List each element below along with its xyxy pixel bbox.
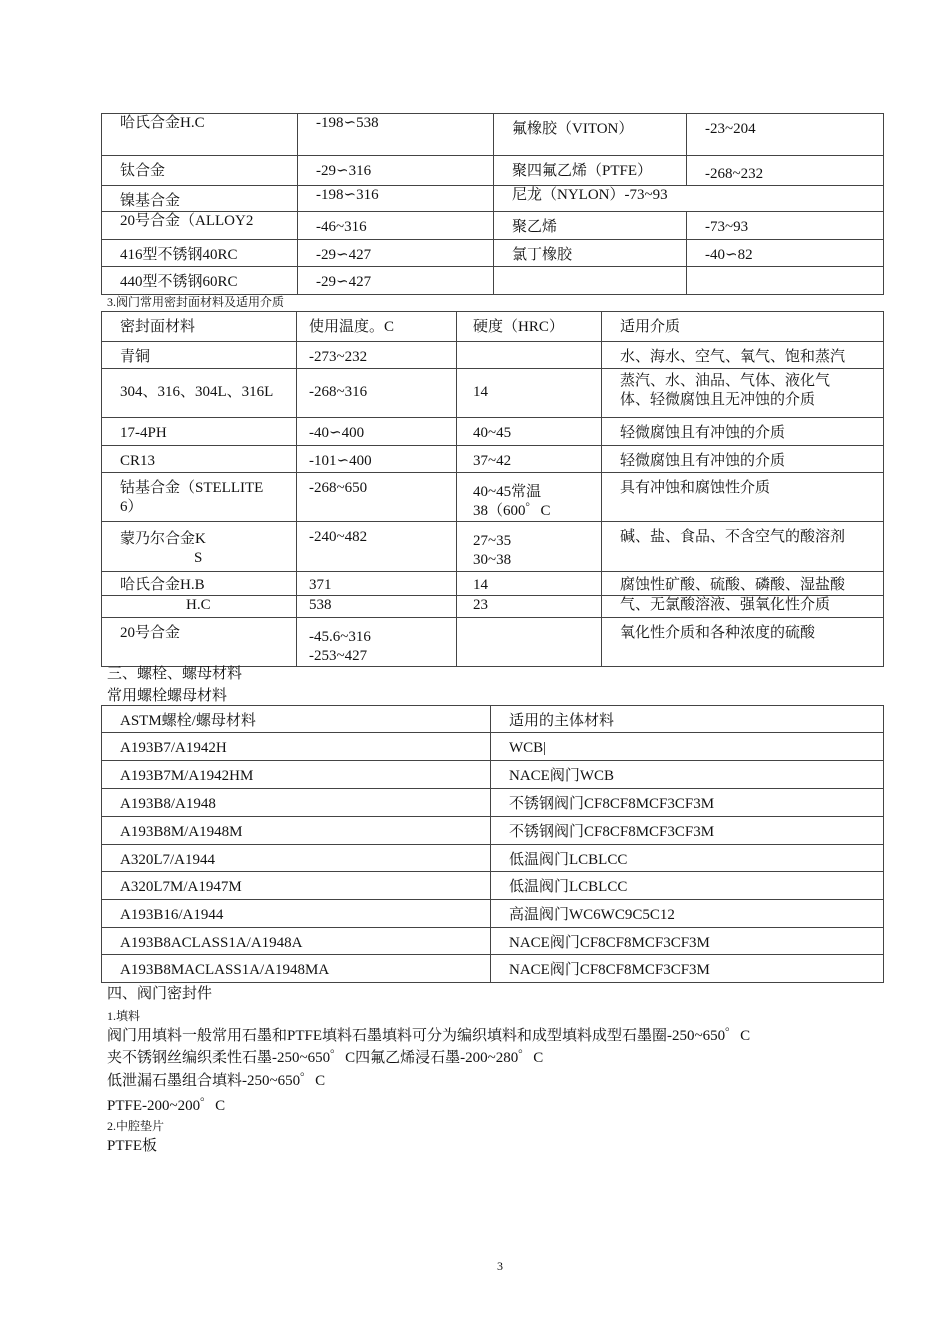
packing-line: 阀门用填料一般常用石墨和PTFE填料石墨填料可分为编织填料和成型填料成型石墨圈-250~650゜C bbox=[107, 1028, 751, 1044]
table-cell: 青铜 bbox=[102, 342, 297, 369]
table-cell: NACE阀门CF8CF8MCF3CF3M bbox=[491, 928, 884, 955]
table-row bbox=[102, 186, 884, 212]
table-cell: H.C bbox=[102, 596, 297, 618]
table-cell: 不锈钢阀门CF8CF8MCF3CF3M bbox=[491, 789, 884, 817]
table-row bbox=[102, 618, 884, 667]
table-row bbox=[102, 240, 884, 267]
column-header: 使用温度。C bbox=[297, 312, 457, 342]
temp-line-1: -45.6~316 bbox=[309, 629, 371, 645]
table-row bbox=[102, 342, 884, 369]
table-cell: A193B8ACLASS1A/A1948A bbox=[102, 928, 491, 955]
table-cell: 17-4PH bbox=[102, 418, 297, 446]
packing-line: 夹不锈钢丝编织柔性石墨-250~650゜C四氟乙烯浸石墨-200~280゜C bbox=[107, 1050, 544, 1066]
table-row bbox=[102, 845, 884, 872]
table-cell: A193B8/A1948 bbox=[102, 789, 491, 817]
material-line-2: 6） bbox=[120, 499, 143, 515]
table-cell bbox=[102, 473, 297, 522]
table-cell: -268~650 bbox=[297, 473, 457, 522]
hardness-line-1: 40~45常温 bbox=[473, 484, 542, 500]
table-cell: A193B7/A1942H bbox=[102, 733, 491, 761]
table-cell bbox=[457, 342, 602, 369]
bolt-nut-table bbox=[101, 705, 884, 983]
table-cell: 高温阀门WC6WC9C5C12 bbox=[491, 900, 884, 928]
table-cell: CR13 bbox=[102, 446, 297, 473]
table-cell: -198∽538 bbox=[298, 114, 494, 156]
table-cell: 腐蚀性矿酸、硫酸、磷酸、湿盐酸 bbox=[602, 572, 884, 596]
table-row bbox=[102, 761, 884, 789]
column-header: 适用的主体材料 bbox=[491, 706, 884, 733]
table-cell: 具有冲蚀和腐蚀性介质 bbox=[602, 473, 884, 522]
alloy-temperature-table bbox=[101, 113, 884, 295]
table-row bbox=[102, 369, 884, 418]
table-cell: -29∽427 bbox=[298, 267, 494, 295]
bolts-subtitle: 常用螺栓螺母材料 bbox=[107, 688, 228, 704]
table-cell bbox=[457, 473, 602, 522]
table-cell: 氧化性介质和各种浓度的硫酸 bbox=[602, 618, 884, 667]
table-row bbox=[102, 789, 884, 817]
table-cell: 低温阀门LCBLCC bbox=[491, 845, 884, 872]
section-seals-heading: 四、阀门密封件 bbox=[107, 986, 213, 1002]
column-header: 密封面材料 bbox=[102, 312, 297, 342]
gasket-line: PTFE板 bbox=[107, 1138, 158, 1154]
table-cell: 不锈钢阀门CF8CF8MCF3CF3M bbox=[491, 817, 884, 845]
table-row bbox=[102, 572, 884, 596]
table-cell bbox=[687, 267, 884, 295]
table-cell: 440型不锈钢60RC bbox=[102, 267, 298, 295]
gasket-title: 2.中腔垫片 bbox=[107, 1119, 165, 1133]
table-cell: 氟橡胶（VITON） bbox=[494, 114, 687, 156]
table-cell: A193B16/A1944 bbox=[102, 900, 491, 928]
table-cell: A320L7M/A1947M bbox=[102, 872, 491, 900]
table-header-row bbox=[102, 312, 884, 342]
table-cell: 轻微腐蚀且有冲蚀的介质 bbox=[602, 418, 884, 446]
table-row bbox=[102, 872, 884, 900]
table-cell: 416型不锈钢40RC bbox=[102, 240, 298, 267]
table-row bbox=[102, 446, 884, 473]
media-line-2: 体、轻微腐蚀且无冲蚀的介质 bbox=[620, 392, 816, 408]
table-cell: -268~316 bbox=[297, 369, 457, 418]
table-cell: 371 bbox=[297, 572, 457, 596]
hardness-line-2: 38（600゜C bbox=[473, 503, 551, 519]
table-cell: 23 bbox=[457, 596, 602, 618]
table-row bbox=[102, 733, 884, 761]
table-cell: -268~232 bbox=[687, 156, 884, 186]
table-cell: -29∽427 bbox=[298, 240, 494, 267]
table-row bbox=[102, 212, 884, 240]
table-cell: 聚四氟乙烯（PTFE） bbox=[494, 156, 687, 186]
table-row bbox=[102, 928, 884, 955]
table-cell: A193B8M/A1948M bbox=[102, 817, 491, 845]
table-cell bbox=[602, 369, 884, 418]
material-line-2: S bbox=[194, 550, 203, 566]
table-cell: 20号合金（ALLOY2 bbox=[102, 212, 298, 240]
column-header: ASTM螺栓/螺母材料 bbox=[102, 706, 491, 733]
table-cell: A193B7M/A1942HM bbox=[102, 761, 491, 789]
table-cell: 聚乙烯 bbox=[494, 212, 687, 240]
temp-line-2: -253~427 bbox=[309, 648, 368, 664]
table-cell: -198∽316 bbox=[298, 186, 494, 212]
table-cell bbox=[494, 267, 687, 295]
table-cell: A320L7/A1944 bbox=[102, 845, 491, 872]
table-cell bbox=[297, 618, 457, 667]
table-row bbox=[102, 596, 884, 618]
table-cell: WCB| bbox=[491, 733, 884, 761]
table-cell bbox=[457, 522, 602, 572]
table-cell: -273~232 bbox=[297, 342, 457, 369]
material-line-1: 钴基合金（STELLITE bbox=[120, 480, 264, 496]
table-cell: -46~316 bbox=[298, 212, 494, 240]
table-cell: NACE阀门WCB bbox=[491, 761, 884, 789]
hardness-line-2: 30~38 bbox=[473, 552, 512, 568]
table-cell: 14 bbox=[457, 369, 602, 418]
table-cell: 20号合金 bbox=[102, 618, 297, 667]
table-cell: 40~45 bbox=[457, 418, 602, 446]
table-row bbox=[102, 114, 884, 156]
table-cell: 低温阀门LCBLCC bbox=[491, 872, 884, 900]
table-cell: 538 bbox=[297, 596, 457, 618]
table-cell: NACE阀门CF8CF8MCF3CF3M bbox=[491, 955, 884, 983]
table-cell: -40∽400 bbox=[297, 418, 457, 446]
table-row bbox=[102, 156, 884, 186]
table-cell: 尼龙（NYLON）-73~93 bbox=[494, 186, 884, 212]
table-row bbox=[102, 418, 884, 446]
table-cell: 水、海水、空气、氧气、饱和蒸汽 bbox=[602, 342, 884, 369]
table-cell: 氯丁橡胶 bbox=[494, 240, 687, 267]
table-cell: -29∽316 bbox=[298, 156, 494, 186]
packing-line: 低泄漏石墨组合填料-250~650゜C bbox=[107, 1073, 326, 1089]
page-number: 3 bbox=[497, 1259, 503, 1273]
packing-title: 1.填料 bbox=[107, 1009, 141, 1023]
column-header: 硬度（HRC） bbox=[457, 312, 602, 342]
material-line-1: 蒙乃尔合金K bbox=[120, 531, 206, 547]
table-cell: -23~204 bbox=[687, 114, 884, 156]
table-cell: 轻微腐蚀且有冲蚀的介质 bbox=[602, 446, 884, 473]
table-cell: A193B8MACLASS1A/A1948MA bbox=[102, 955, 491, 983]
table-cell: -73~93 bbox=[687, 212, 884, 240]
table-cell: 304、316、304L、316L bbox=[102, 369, 297, 418]
table-cell: -240~482 bbox=[297, 522, 457, 572]
table-cell: 37~42 bbox=[457, 446, 602, 473]
sealing-surface-table bbox=[101, 311, 884, 667]
table-cell bbox=[457, 618, 602, 667]
table-cell: -40∽82 bbox=[687, 240, 884, 267]
table-cell bbox=[102, 522, 297, 572]
table-cell: 钛合金 bbox=[102, 156, 298, 186]
table-row bbox=[102, 817, 884, 845]
table-row bbox=[102, 473, 884, 522]
table-cell: 碱、盐、食品、不含空气的酸溶剂 bbox=[602, 522, 884, 572]
table-cell: 哈氏合金H.B bbox=[102, 572, 297, 596]
table-cell: 气、无氯酸溶液、强氧化性介质 bbox=[602, 596, 884, 618]
hardness-line-1: 27~35 bbox=[473, 533, 512, 549]
table-row bbox=[102, 522, 884, 572]
table-row bbox=[102, 900, 884, 928]
table-cell: 哈氏合金H.C bbox=[102, 114, 298, 156]
table-row bbox=[102, 267, 884, 295]
table-header-row bbox=[102, 706, 884, 733]
table-row bbox=[102, 955, 884, 983]
media-line-1: 蒸汽、水、油品、气体、液化气 bbox=[620, 373, 831, 389]
column-header: 适用介质 bbox=[602, 312, 884, 342]
table-cell: 14 bbox=[457, 572, 602, 596]
table-cell: -101∽400 bbox=[297, 446, 457, 473]
section-bolts-heading: 三、螺栓、螺母材料 bbox=[107, 666, 243, 682]
packing-line: PTFE-200~200゜C bbox=[107, 1098, 226, 1114]
table-cell: 镍基合金 bbox=[102, 186, 298, 212]
section-3-title: 3.阀门常用密封面材料及适用介质 bbox=[107, 295, 285, 309]
